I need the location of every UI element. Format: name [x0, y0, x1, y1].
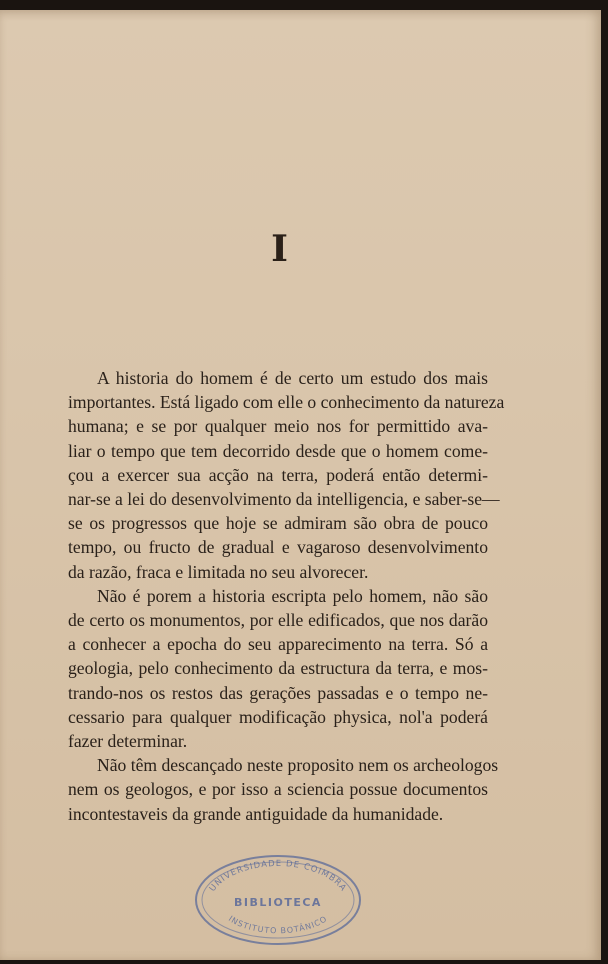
text-line: importantes. Está ligado com elle o conhecimento da natureza [68, 392, 505, 413]
text-line: trando-nos os restos das gerações passadas e o tempo ne- [68, 682, 488, 703]
paragraph-2 [68, 584, 488, 753]
text-line: Não é porem a historia escripta pelo homem, não são [97, 585, 488, 606]
text-line: A historia do homem é de certo um estudo dos mais [97, 368, 488, 388]
text-line: incontestaveis da grande antiguidade da humanidade. [68, 803, 444, 824]
text-line: liar o tempo que tem decorrido desde que o homem come- [68, 440, 488, 461]
paragraph-1 [68, 366, 505, 584]
text-line: çou a exercer sua acção na terra, poderá então determi- [68, 464, 488, 485]
text-line: geologia, pelo conhecimento da estructura da terra, e mos- [68, 658, 488, 679]
text-line: nar-se a lei do desenvolvimento da intelligencia, e saber-se— [68, 489, 500, 510]
library-stamp [192, 852, 364, 948]
body-text [68, 366, 505, 826]
paragraph-3 [68, 753, 499, 826]
stamp-bottom-text: INSTITUTO BOTÂNICO [226, 914, 330, 936]
text-line: Não têm descançado neste proposito nem os archeologos [97, 755, 499, 776]
text-line: tempo, ou fructo de gradual e vagaroso desenvolvimento [68, 537, 488, 558]
text-line: humana; e se por qualquer meio nos for permittido ava- [68, 416, 488, 437]
text-line: cessario para qualquer modificação physica, nol'a poderá [68, 706, 488, 727]
text-line: a conhecer a epocha do seu apparecimento na terra. Só a [68, 634, 488, 655]
scan-top-border [0, 0, 608, 10]
stamp-center-text: BIBLIOTECA [234, 896, 322, 909]
text-line: nem os geologos, e por isso a sciencia possue documentos [68, 779, 488, 800]
book-page [0, 10, 601, 960]
chapter-numeral: I [271, 228, 289, 270]
text-line: se os progressos que hoje se admiram são obra de pouco [68, 513, 488, 534]
text-line: da razão, fraca e limitada no seu alvorecer. [68, 561, 369, 582]
stamp-top-text: UNIVERSIDADE DE COIMBRA [207, 858, 349, 894]
text-line: fazer determinar. [68, 731, 188, 752]
text-line: de certo os monumentos, por elle edificados, que nos darão [68, 610, 488, 631]
scan-right-border [601, 0, 608, 964]
stamp-seal-icon [192, 852, 364, 948]
